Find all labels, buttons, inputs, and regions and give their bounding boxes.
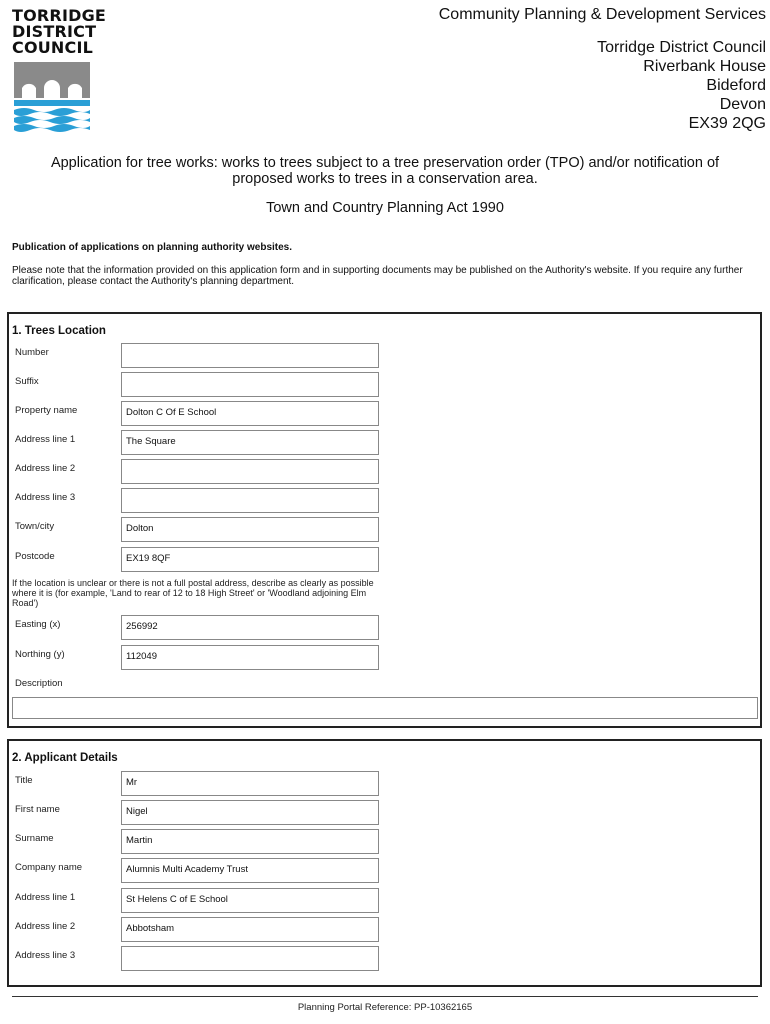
field-label: Address line 1 [15, 892, 76, 903]
address-line-3-field[interactable] [121, 488, 379, 513]
postcode-field[interactable]: EX19 8QF [121, 547, 379, 572]
field-label: Easting (x) [15, 619, 61, 630]
act-title: Town and Country Planning Act 1990 [266, 200, 504, 216]
company-name-field[interactable]: Alumnis Multi Academy Trust [121, 858, 379, 883]
applicant-address-line-2-field[interactable]: Abbotsham [121, 917, 379, 942]
department-name: Community Planning & Development Services [438, 6, 766, 23]
address-line: EX39 2QG [688, 115, 766, 132]
address-line: Bideford [706, 77, 766, 94]
field-label: Surname [15, 833, 54, 844]
field-label: Address line 1 [15, 434, 76, 445]
field-label: Address line 3 [15, 950, 76, 961]
address-line: Torridge District Council [597, 39, 766, 56]
publication-heading: Publication of applications on planning authority websites. [12, 242, 293, 253]
field-label: First name [15, 804, 60, 815]
suffix-field[interactable] [121, 372, 379, 397]
footer-divider [12, 996, 758, 997]
address-line: Riverbank House [643, 58, 766, 75]
northing-field[interactable]: 112049 [121, 645, 379, 670]
location-hint: If the location is unclear or there is not a full postal address, describe as clearly as possible where it is (for example, 'Land to rear of 12 to 18 High Street' or 'Woodland adjoining Elm Road') [12, 578, 374, 608]
section-title: 2. Applicant Details [12, 752, 118, 764]
description-field[interactable] [12, 697, 758, 719]
field-label: Number [15, 347, 49, 358]
field-label: Town/city [15, 521, 55, 532]
title-field[interactable]: Mr [121, 771, 379, 796]
field-label: Title [15, 775, 33, 786]
planning-portal-reference: Planning Portal Reference: PP-10362165 [297, 1002, 473, 1013]
field-label: Address line 3 [15, 492, 76, 503]
publication-note: Please note that the information provided on this application form and in supporting documents may be published on the Authority's website. If you require any further clarification, please contact the Authority's planning department. [12, 265, 743, 287]
address-line: Devon [719, 96, 766, 113]
field-label: Property name [15, 405, 78, 416]
field-label: Northing (y) [15, 649, 65, 660]
town-city-field[interactable]: Dolton [121, 517, 379, 542]
form-title-continued: proposed works to trees in a conservation area. [232, 171, 538, 187]
bridge-river-logo-icon [12, 62, 92, 138]
property-name-field[interactable]: Dolton C Of E School [121, 401, 379, 426]
section-title: 1. Trees Location [12, 325, 106, 337]
logo-line-2: DISTRICT [12, 22, 97, 41]
field-label: Address line 2 [15, 463, 76, 474]
field-label: Postcode [15, 551, 55, 562]
field-label: Company name [15, 862, 83, 873]
applicant-address-line-1-field[interactable]: St Helens C of E School [121, 888, 379, 913]
field-label: Suffix [15, 376, 39, 387]
easting-field[interactable]: 256992 [121, 615, 379, 640]
address-line-1-field[interactable]: The Square [121, 430, 379, 455]
field-label: Description [15, 678, 63, 689]
logo-line-3: COUNCIL [12, 38, 94, 57]
logo-line-1: TORRIDGE [12, 6, 107, 25]
council-logo [12, 6, 107, 132]
surname-field[interactable]: Martin [121, 829, 379, 854]
field-label: Address line 2 [15, 921, 76, 932]
number-field[interactable] [121, 343, 379, 368]
first-name-field[interactable]: Nigel [121, 800, 379, 825]
address-line-2-field[interactable] [121, 459, 379, 484]
form-title: Application for tree works: works to trees subject to a tree preservation order (TPO) and/or notification of [50, 155, 720, 171]
applicant-address-line-3-field[interactable] [121, 946, 379, 971]
